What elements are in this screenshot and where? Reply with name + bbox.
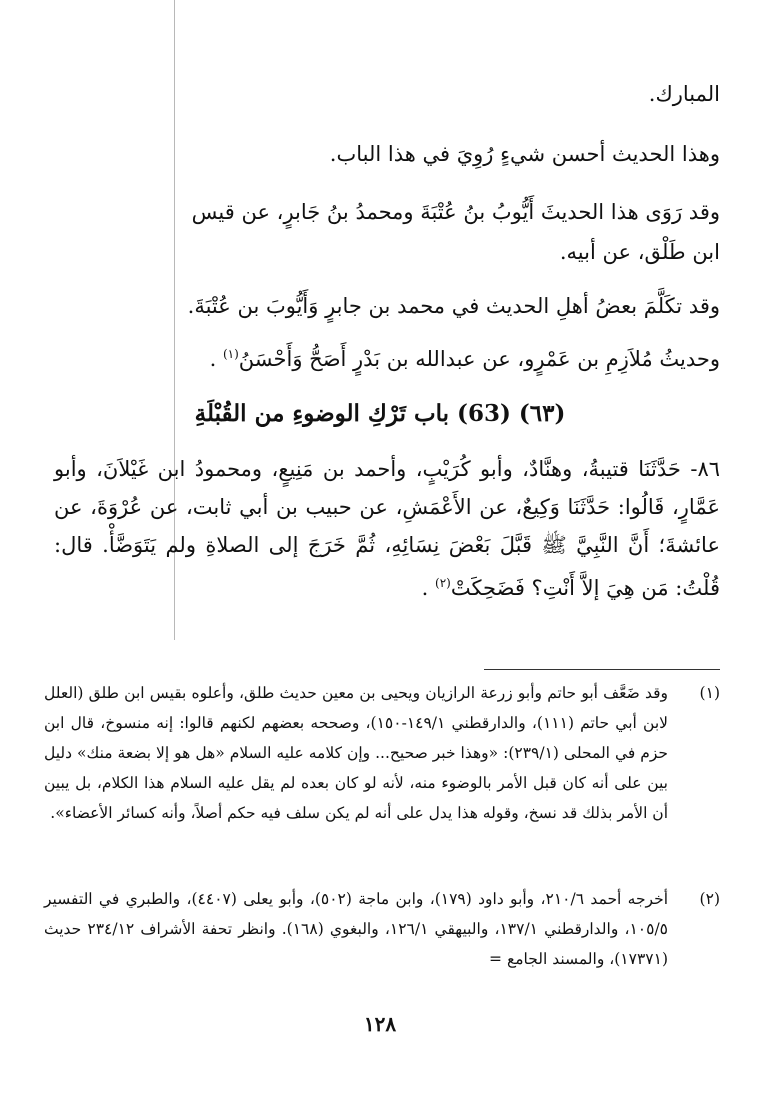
hadith-86: ٨٦- حَدَّثَنَا قتيبةُ، وهنَّادٌ، وأبو كُرَيْبٍ، وأحمد بن مَنِيعٍ، ومحمودُ ابن غَيْلاَنَ، وأبو عَمَّارٍ، قَالُوا: حَدَّثَنَا وَكِيعٌ، عن الأَعْمَشِ، عن حبيب بن أبي ثابت، عن عُرْوَةَ، عن عائشةَ؛ أَنَّ النَّبِيَّ ﷺ قَبَّلَ بَعْضَ نِسَائِهِ، ثُمَّ خَرَجَ إلى الصلاةِ ولم يَتَوَضَّأْ. قال: قُلْتُ: مَن هِيَ إلاَّ أَنْتِ؟ فَضَحِكَتْ$^{(٢)}$ . bbox=[54, 457, 720, 600]
paragraph-4: ابن طَلْق، عن أبيه. bbox=[559, 240, 720, 264]
footnote-separator bbox=[484, 669, 720, 670]
paragraph-3: وقد رَوَى هذا الحديثَ أَيُّوبُ بنُ عُتْبَةَ ومحمدُ بنُ جَابرٍ، عن قيس bbox=[191, 200, 720, 224]
paragraph-6: وحديثُ مُلاَزِمِ بن عَمْرٍو، عن عبدالله بن بَدْرٍ أَصَحُّ وَأَحْسَنُ$^{(١)}$ . bbox=[209, 347, 720, 371]
footnote-1 bbox=[44, 678, 720, 828]
page-number: ١٢٨ bbox=[363, 1012, 397, 1036]
footnote-ref-2: (٢) bbox=[435, 576, 451, 590]
paragraph-5: وقد تكَلَّمَ بعضُ أهلِ الحديث في محمد بن جابرٍ وَأَيُّوبَ بن عُتْبَةَ. bbox=[187, 294, 720, 318]
paragraph-2: وهذا الحديث أحسن شيءٍ رُوِيَ في هذا الباب. bbox=[329, 142, 720, 166]
chapter-title: (٦٣) (63) باب تَرْكِ الوضوءِ من القُبْلَةِ bbox=[194, 400, 566, 427]
paragraph-1: المبارك. bbox=[648, 82, 720, 106]
footnote-2 bbox=[44, 884, 720, 974]
footnote-number: (٢) bbox=[699, 890, 720, 908]
footnote-text: أخرجه أحمد ٢١٠/٦، وأبو داود (١٧٩)، وابن ماجة (٥٠٢)، وأبو يعلى (٤٤٠٧)، والطبري في التفسير ١٠٥/٥، والدارقطني ١٣٧/١، والبيهقي ١٢٦/١، والبغوي (١٦٨). وانظر تحفة الأشراف ٢٣٤/١٢ حديث (١٧٣٧١)، والمسند الجامع = bbox=[44, 890, 669, 968]
footnote-text: وقد ضَعَّف أبو حاتم وأبو زرعة الرازيان ويحيى بن معين حديث طلق، وأعلوه بقيس ابن طلق (العلل لابن أبي حاتم (١١١)، والدارقطني ١٤٩/١-١٥٠)، وصححه بعضهم لكنهم قالوا: إنه منسوخ، قال ابن حزم في المحلى (٢٣٩/١): «وهذا خبر صحيح... وإن كلامه عليه السلام «هل هو إلا بضعة منك» دليل بين على أنه كان قبل الأمر بالوضوء منه، لأنه لو كان بعده لم يقل عليه السلام هذا الكلام، بل يبين أن الأمر بذلك قد نسخ، وقوله هذا يدل على أنه لم يكن سلف فيه حكم أصلاً، وأنه كسائر الأعضاء». bbox=[44, 684, 669, 822]
footnote-ref-1: (١) bbox=[222, 347, 239, 361]
footnote-number: (١) bbox=[699, 684, 720, 702]
